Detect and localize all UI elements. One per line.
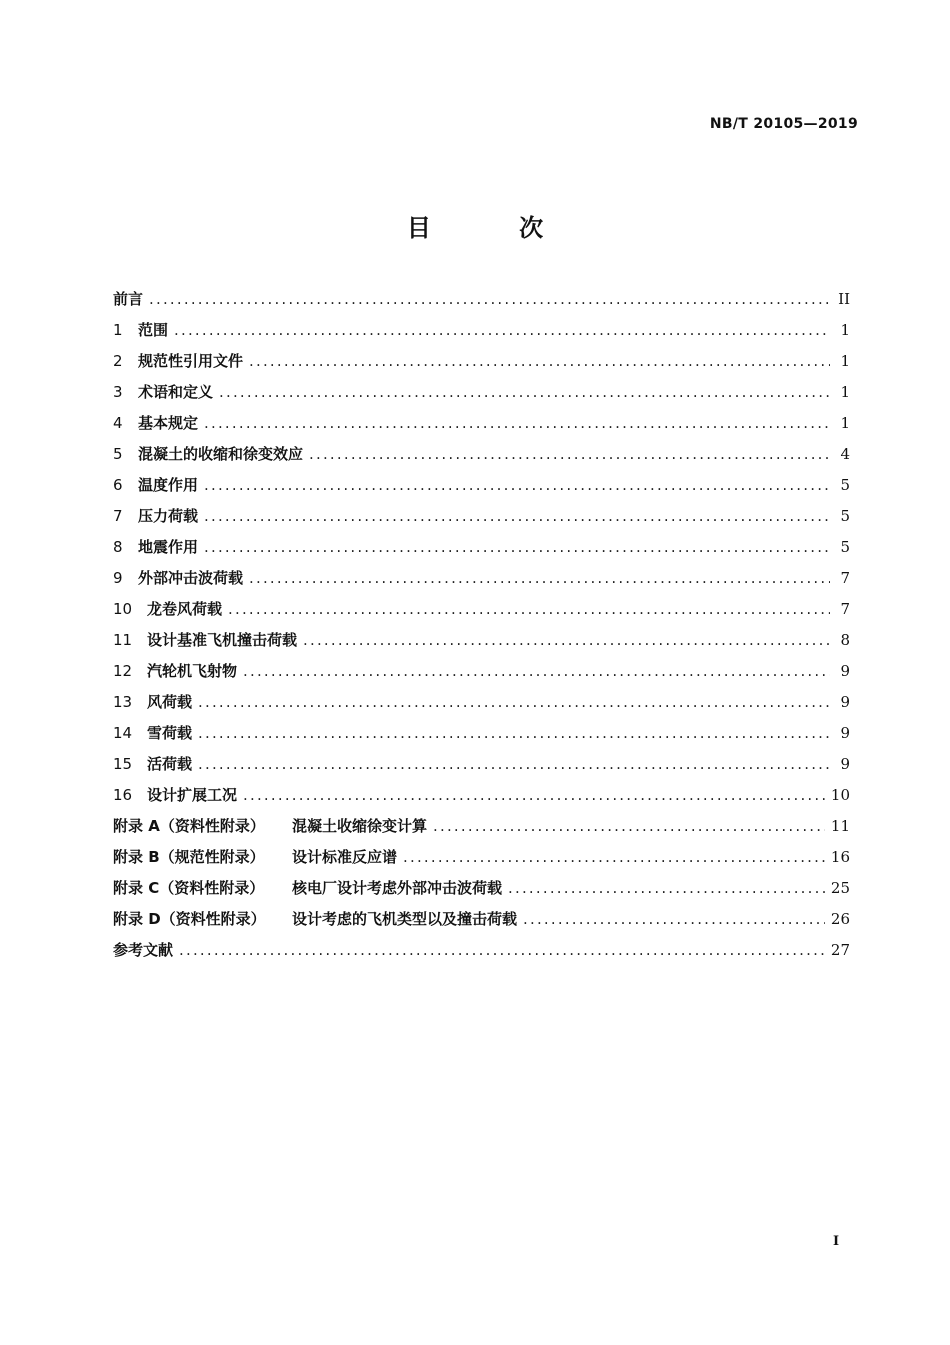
- toc-entry-label: 规范性引用文件: [138, 352, 244, 370]
- toc-entry-12[interactable]: [113, 656, 850, 687]
- toc-entry-number: 11: [113, 631, 133, 649]
- toc-entry-label: 压力荷载: [138, 507, 199, 525]
- toc-leader-dots: [508, 873, 825, 904]
- toc-entry-label: 设计考虑的飞机类型以及撞击荷载: [292, 910, 518, 928]
- toc-entry-3[interactable]: [113, 377, 850, 408]
- toc-entry-page: 16: [830, 848, 850, 866]
- toc-entry-label: 风荷载: [147, 693, 193, 711]
- toc-leader-dots: [309, 439, 830, 470]
- toc-entry-14[interactable]: [113, 718, 850, 749]
- toc-leader-dots: [204, 408, 830, 439]
- toc-entry-page: 10: [830, 786, 850, 804]
- toc-entry-page: 9: [840, 724, 850, 742]
- toc-leader-dots: [174, 315, 830, 346]
- toc-entry-number: 7: [113, 507, 123, 525]
- page-title: 目 次: [406, 214, 584, 242]
- toc-entry-label: 核电厂设计考虑外部冲击波荷载: [292, 879, 503, 897]
- toc-entry-number: 16: [113, 786, 133, 804]
- toc-entry-number: 14: [113, 724, 133, 742]
- toc-leader-dots: [523, 904, 825, 935]
- toc-entry-label: 基本规定: [138, 414, 199, 432]
- toc-entry-label: 设计标准反应谱: [292, 848, 398, 866]
- toc-leader-dots: [219, 377, 830, 408]
- page-number: I: [833, 1234, 840, 1249]
- toc-entry-page: 9: [840, 755, 850, 773]
- toc-leader-dots: [228, 594, 830, 625]
- toc-entry-2[interactable]: [113, 346, 850, 377]
- toc-entry-label: 龙卷风荷载: [147, 600, 223, 618]
- toc-appendix-prefix: 附录 D（资料性附录）: [113, 910, 266, 928]
- toc-entry-page: 9: [840, 693, 850, 711]
- toc-entry-7[interactable]: [113, 501, 850, 532]
- toc-entry-15[interactable]: [113, 749, 850, 780]
- toc-entry-appendix-d[interactable]: [113, 904, 850, 935]
- toc-entry-page: 27: [830, 941, 850, 959]
- toc-leader-dots: [179, 935, 825, 966]
- toc-entry-label: 设计基准飞机撞击荷载: [147, 631, 298, 649]
- toc-entry-number: 8: [113, 538, 123, 556]
- toc-entry-preface[interactable]: [113, 284, 850, 315]
- toc-entry-label: 范围: [138, 321, 169, 339]
- toc-entry-page: 25: [830, 879, 850, 897]
- toc-entry-page: 26: [830, 910, 850, 928]
- toc-entry-page: II: [838, 290, 850, 308]
- toc-entry-appendix-b[interactable]: [113, 842, 850, 873]
- toc-entry-page: 1: [840, 383, 850, 401]
- toc-entry-number: 5: [113, 445, 123, 463]
- toc-entry-page: 1: [840, 321, 850, 339]
- toc-entry-label: 地震作用: [138, 538, 199, 556]
- toc-entry-page: 9: [840, 662, 850, 680]
- toc-leader-dots: [198, 718, 830, 749]
- toc-entry-9[interactable]: [113, 563, 850, 594]
- toc-entry-number: 2: [113, 352, 123, 370]
- toc-entry-11[interactable]: [113, 625, 850, 656]
- toc-entry-label: 设计扩展工况: [147, 786, 238, 804]
- toc-entry-label: 参考文献: [113, 941, 174, 959]
- toc-leader-dots: [433, 811, 825, 842]
- toc-entry-number: 9: [113, 569, 123, 587]
- toc-entry-page: 7: [840, 600, 850, 618]
- toc-entry-appendix-a[interactable]: [113, 811, 850, 842]
- toc-leader-dots: [403, 842, 825, 873]
- toc-entry-label: 活荷载: [147, 755, 193, 773]
- toc-appendix-prefix: 附录 B（规范性附录）: [113, 848, 265, 866]
- toc-entry-page: 1: [840, 414, 850, 432]
- toc-leader-dots: [243, 656, 830, 687]
- toc-entry-label: 汽轮机飞射物: [147, 662, 238, 680]
- toc-entry-page: 8: [840, 631, 850, 649]
- toc-entry-6[interactable]: [113, 470, 850, 501]
- toc-leader-dots: [204, 501, 830, 532]
- toc-entry-label: 雪荷载: [147, 724, 193, 742]
- toc-leader-dots: [243, 780, 825, 811]
- standard-code: NB/T 20105—2019: [709, 116, 858, 132]
- toc-entry-5[interactable]: [113, 439, 850, 470]
- toc-entry-page: 11: [830, 817, 850, 835]
- toc-entry-number: 4: [113, 414, 123, 432]
- toc-entry-page: 1: [840, 352, 850, 370]
- toc-entry-number: 13: [113, 693, 133, 711]
- toc-entry-10[interactable]: [113, 594, 850, 625]
- toc-entry-page: 5: [840, 538, 850, 556]
- toc-leader-dots: [204, 470, 830, 501]
- toc-entry-number: 1: [113, 321, 123, 339]
- toc-entry-page: 5: [840, 507, 850, 525]
- toc-leader-dots: [149, 284, 830, 315]
- toc-appendix-prefix: 附录 A（资料性附录）: [113, 817, 265, 835]
- toc-entry-number: 15: [113, 755, 133, 773]
- toc-entry-label: 温度作用: [138, 476, 199, 494]
- toc-entry-page: 4: [840, 445, 850, 463]
- toc-entry-13[interactable]: [113, 687, 850, 718]
- toc-appendix-prefix: 附录 C（资料性附录）: [113, 879, 265, 897]
- toc-entry-label: 术语和定义: [138, 383, 214, 401]
- toc-entry-page: 5: [840, 476, 850, 494]
- toc-entry-page: 7: [840, 569, 850, 587]
- toc-leader-dots: [249, 346, 830, 377]
- toc-entry-label: 前言: [113, 290, 144, 308]
- toc-leader-dots: [198, 749, 830, 780]
- toc-entry-8[interactable]: [113, 532, 850, 563]
- toc-entry-number: 3: [113, 383, 123, 401]
- toc-leader-dots: [249, 563, 830, 594]
- toc-entry-label: 外部冲击波荷载: [138, 569, 244, 587]
- toc-entry-label: 混凝土收缩徐变计算: [292, 817, 428, 835]
- toc-entry-number: 10: [113, 600, 133, 618]
- toc-entry-4[interactable]: [113, 408, 850, 439]
- toc-leader-dots: [204, 532, 830, 563]
- toc-leader-dots: [198, 687, 830, 718]
- toc-entry-number: 6: [113, 476, 123, 494]
- toc-leader-dots: [303, 625, 830, 656]
- toc-entry-1[interactable]: [113, 315, 850, 346]
- toc-entry-appendix-c[interactable]: [113, 873, 850, 904]
- toc-entry-label: 混凝土的收缩和徐变效应: [138, 445, 304, 463]
- toc-entry-references[interactable]: [113, 935, 850, 966]
- toc-entry-16[interactable]: [113, 780, 850, 811]
- table-of-contents: [113, 284, 850, 966]
- toc-entry-number: 12: [113, 662, 133, 680]
